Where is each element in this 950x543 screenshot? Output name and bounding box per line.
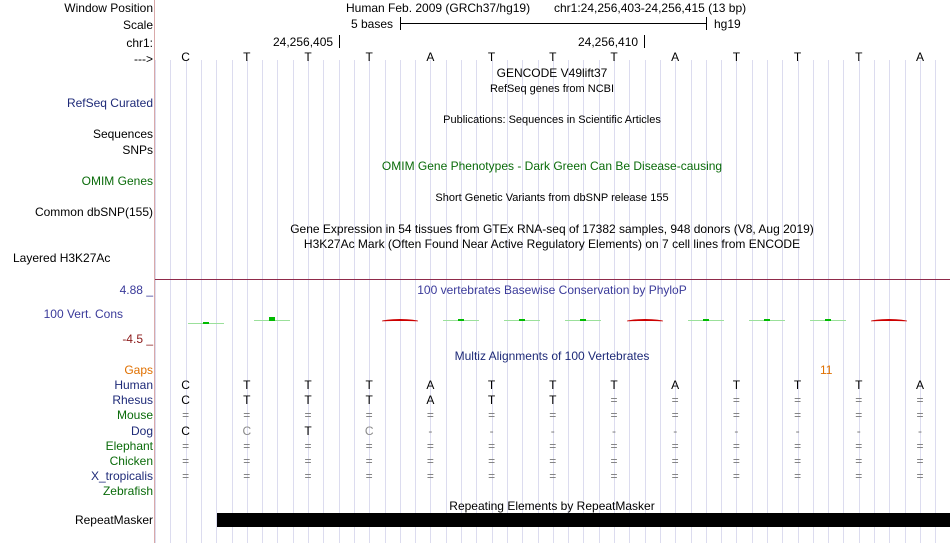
aligned-base: - — [489, 424, 494, 438]
aligned-base: = — [610, 408, 618, 422]
grid-line — [889, 60, 890, 543]
grid-line — [201, 60, 202, 543]
repeatmasker-element[interactable] — [217, 513, 950, 527]
grid-line — [155, 60, 156, 543]
aligned-base: = — [610, 454, 618, 468]
aligned-base: = — [549, 439, 557, 453]
phylop-score-mark — [269, 317, 275, 321]
grid-line — [507, 60, 508, 543]
aligned-base: = — [794, 439, 802, 453]
reference-base: A — [671, 50, 680, 64]
repeatmasker-caption[interactable]: Repeating Elements by RepeatMasker — [449, 499, 655, 513]
grid-line — [170, 60, 171, 543]
grid-line — [461, 60, 462, 543]
cons-max-label: 4.88 _ — [119, 283, 153, 297]
phylop-caption[interactable]: 100 vertebrates Basewise Conservation by PhyloP — [417, 283, 687, 297]
track-label[interactable]: SNPs — [122, 143, 153, 157]
grid-line — [232, 60, 233, 543]
aligned-base: T — [610, 378, 618, 392]
grid-line — [813, 60, 814, 543]
aligned-base: = — [243, 439, 251, 453]
aligned-base: = — [732, 454, 740, 468]
window-position-label: Window Position — [64, 1, 153, 15]
reference-base: T — [487, 50, 496, 64]
aligned-base: = — [916, 439, 924, 453]
aligned-base: T — [549, 378, 557, 392]
phylop-score-mark — [519, 319, 525, 321]
aligned-base: C — [181, 378, 190, 392]
track-label[interactable]: RefSeq Curated — [66, 96, 153, 110]
aligned-base: - — [734, 424, 739, 438]
aligned-base: = — [426, 469, 434, 483]
track-label[interactable]: Sequences — [92, 127, 153, 141]
grid-line — [216, 60, 217, 543]
species-label[interactable]: Zebrafish — [102, 484, 153, 498]
aligned-base: = — [916, 408, 924, 422]
grid-line — [782, 60, 783, 543]
species-label[interactable]: Elephant — [105, 439, 153, 453]
aligned-base: = — [488, 469, 496, 483]
aligned-base: = — [794, 454, 802, 468]
grid-line — [277, 60, 278, 543]
grid-line — [629, 60, 630, 543]
grid-line — [522, 60, 523, 543]
repeatmasker-label[interactable]: RepeatMasker — [74, 513, 153, 527]
aligned-base: = — [365, 469, 373, 483]
grid-line — [583, 60, 584, 543]
coord-tick-2 — [644, 35, 645, 48]
aligned-base: = — [610, 469, 618, 483]
aligned-base: - — [673, 424, 678, 438]
gap-count: 11 — [820, 363, 833, 377]
scale-bar-right-tick — [706, 17, 707, 30]
aligned-base: = — [426, 408, 434, 422]
aligned-base: = — [549, 454, 557, 468]
aligned-base: = — [488, 439, 496, 453]
cons-track-label[interactable]: 100 Vert. Cons — [43, 307, 123, 321]
aligned-base: = — [182, 439, 190, 453]
grid-line — [339, 60, 340, 543]
aligned-base: = — [365, 408, 373, 422]
aligned-base: C — [242, 424, 252, 438]
phylop-score-mark — [627, 319, 663, 324]
gencode-caption[interactable]: GENCODE V49lift37 — [496, 66, 608, 80]
aligned-base: C — [181, 393, 190, 407]
reference-base: T — [732, 50, 741, 64]
grid-line — [599, 60, 600, 543]
reference-base: C — [181, 50, 190, 64]
reference-base: T — [855, 50, 863, 64]
species-label[interactable]: Dog — [130, 424, 153, 438]
grid-line — [415, 60, 416, 543]
aligned-base: T — [365, 393, 373, 407]
aligned-base: = — [243, 454, 251, 468]
aligned-base: = — [732, 408, 740, 422]
strand-label: ---> — [134, 52, 153, 66]
grid-line — [354, 60, 355, 543]
chrom-label: chr1: — [126, 36, 153, 50]
grid-line — [706, 60, 707, 543]
position-text: chr1:24,256,403-24,256,415 (13 bp) — [554, 1, 747, 15]
grid-line — [400, 60, 401, 543]
aligned-base: = — [855, 469, 863, 483]
species-label[interactable]: Mouse — [116, 408, 153, 422]
refseq-caption[interactable]: RefSeq genes from NCBI — [489, 83, 615, 95]
gtex-caption[interactable]: Gene Expression in 54 tissues from GTEx RNA-seq of 17382 samples, 948 donors (V8, Aug 2019) — [290, 222, 814, 236]
aligned-base: T — [487, 393, 496, 407]
track-label[interactable]: Layered H3K27Ac — [13, 251, 111, 265]
aligned-base: = — [855, 393, 863, 407]
aligned-base: T — [243, 393, 251, 407]
aligned-base: C — [364, 424, 374, 438]
aligned-base: T — [304, 424, 312, 438]
aligned-base: = — [610, 439, 618, 453]
aligned-base: = — [732, 439, 740, 453]
grid-line — [323, 60, 324, 543]
phylop-score-mark — [458, 319, 464, 321]
publications-caption[interactable]: Publications: Sequences in Scientific Articles — [443, 114, 661, 126]
phylop-score-mark — [825, 319, 831, 321]
aligned-base: = — [732, 469, 740, 483]
aligned-base: = — [426, 439, 434, 453]
aligned-base: A — [426, 378, 435, 392]
aligned-base: T — [304, 378, 312, 392]
aligned-base: T — [243, 378, 251, 392]
reference-base: A — [426, 50, 435, 64]
phylop-score-mark — [871, 319, 907, 324]
aligned-base: = — [549, 469, 557, 483]
aligned-base: - — [550, 424, 555, 438]
reference-base: T — [365, 50, 373, 64]
scale-text: 5 bases — [351, 17, 394, 31]
aligned-base: = — [304, 469, 312, 483]
aligned-base: T — [487, 378, 496, 392]
aligned-base: - — [856, 424, 861, 438]
aligned-base: = — [304, 439, 312, 453]
dbsnp-caption[interactable]: Short Genetic Variants from dbSNP release 155 — [435, 192, 669, 204]
species-label[interactable]: Chicken — [109, 454, 153, 468]
phylop-score-mark — [703, 319, 709, 321]
grid-line — [767, 60, 768, 543]
assembly-text: Human Feb. 2009 (GRCh37/hg19) — [346, 1, 531, 15]
grid-line — [645, 60, 646, 543]
grid-line — [935, 60, 936, 543]
grid-line — [752, 60, 753, 543]
coord-label-1: 24,256,405 — [273, 35, 334, 49]
aligned-base: - — [795, 424, 800, 438]
aligned-base: T — [365, 378, 373, 392]
aligned-base: - — [612, 424, 616, 438]
aligned-base: = — [794, 393, 802, 407]
grid-line — [691, 60, 692, 543]
aligned-base: = — [916, 454, 924, 468]
aligned-base: C — [181, 424, 190, 438]
track-divider — [155, 279, 950, 280]
aligned-base: = — [549, 408, 557, 422]
aligned-base: T — [732, 378, 741, 392]
aligned-base: = — [488, 454, 496, 468]
aligned-base: = — [794, 408, 802, 422]
track-label[interactable]: Common dbSNP(155) — [34, 205, 153, 219]
reference-base: A — [915, 50, 925, 64]
aligned-base: = — [182, 469, 190, 483]
aligned-base: = — [426, 454, 434, 468]
grid-line — [905, 60, 906, 543]
aligned-base: - — [918, 424, 922, 438]
reference-base: T — [304, 50, 312, 64]
aligned-base: = — [610, 393, 618, 407]
scale-bar — [400, 23, 706, 24]
gaps-label: Gaps — [124, 363, 153, 377]
aligned-base: = — [671, 439, 679, 453]
aligned-base: = — [916, 469, 924, 483]
reference-base: T — [793, 50, 802, 64]
grid-line — [385, 60, 386, 543]
reference-base: T — [610, 50, 618, 64]
grid-line — [874, 60, 875, 543]
aligned-base: A — [671, 378, 680, 392]
species-label[interactable]: Rhesus — [112, 393, 153, 407]
grid-line — [293, 60, 294, 543]
aligned-base: = — [365, 454, 373, 468]
aligned-base: = — [671, 408, 679, 422]
aligned-base: = — [794, 469, 802, 483]
aligned-base: = — [304, 454, 312, 468]
aligned-base: T — [793, 378, 802, 392]
cons-min-label: -4.5 _ — [122, 332, 153, 346]
grid-line — [446, 60, 447, 543]
aligned-base: = — [243, 469, 251, 483]
reference-base: T — [243, 50, 251, 64]
phylop-score-mark — [764, 319, 770, 321]
coord-label-2: 24,256,410 — [578, 35, 639, 49]
aligned-base: = — [182, 454, 190, 468]
grid-line — [568, 60, 569, 543]
grid-line — [721, 60, 722, 543]
aligned-base: = — [182, 408, 190, 422]
aligned-base: = — [671, 469, 679, 483]
aligned-base: = — [488, 408, 496, 422]
aligned-base: A — [426, 393, 435, 407]
grid-line — [828, 60, 829, 543]
grid-line — [660, 60, 661, 543]
phylop-score-mark — [382, 319, 418, 324]
grid-line — [843, 60, 844, 543]
aligned-base: - — [428, 424, 433, 438]
multiz-caption[interactable]: Multiz Alignments of 100 Vertebrates — [454, 349, 650, 363]
phylop-score-mark — [580, 319, 586, 321]
aligned-base: = — [671, 454, 679, 468]
omim-caption[interactable]: OMIM Gene Phenotypes - Dark Green Can Be Disease-causing — [381, 159, 723, 173]
h3k27ac-caption[interactable]: H3K27Ac Mark (Often Found Near Active Regulatory Elements) on 7 cell lines from ENCODE — [303, 237, 801, 251]
species-label[interactable]: Human — [114, 378, 153, 392]
aligned-base: A — [915, 378, 925, 392]
aligned-base: = — [855, 439, 863, 453]
aligned-base: T — [855, 378, 863, 392]
reference-base: T — [549, 50, 557, 64]
grid-line — [262, 60, 263, 543]
aligned-base: = — [855, 408, 863, 422]
aligned-base: = — [671, 393, 679, 407]
species-label[interactable]: X_tropicalis — [90, 469, 153, 483]
aligned-base: = — [732, 393, 740, 407]
scale-bar-left-tick — [400, 17, 401, 30]
aligned-base: T — [304, 393, 312, 407]
scale-db: hg19 — [714, 17, 741, 31]
aligned-base: = — [855, 454, 863, 468]
aligned-base: = — [365, 439, 373, 453]
scale-label: Scale — [122, 18, 153, 32]
grid-line — [538, 60, 539, 543]
track-label[interactable]: OMIM Genes — [81, 174, 153, 188]
aligned-base: = — [916, 393, 924, 407]
aligned-base: = — [304, 408, 312, 422]
coord-tick-1 — [339, 35, 340, 48]
aligned-base: T — [549, 393, 557, 407]
aligned-base: = — [243, 408, 251, 422]
grid-line — [476, 60, 477, 543]
phylop-score-mark — [203, 322, 209, 324]
